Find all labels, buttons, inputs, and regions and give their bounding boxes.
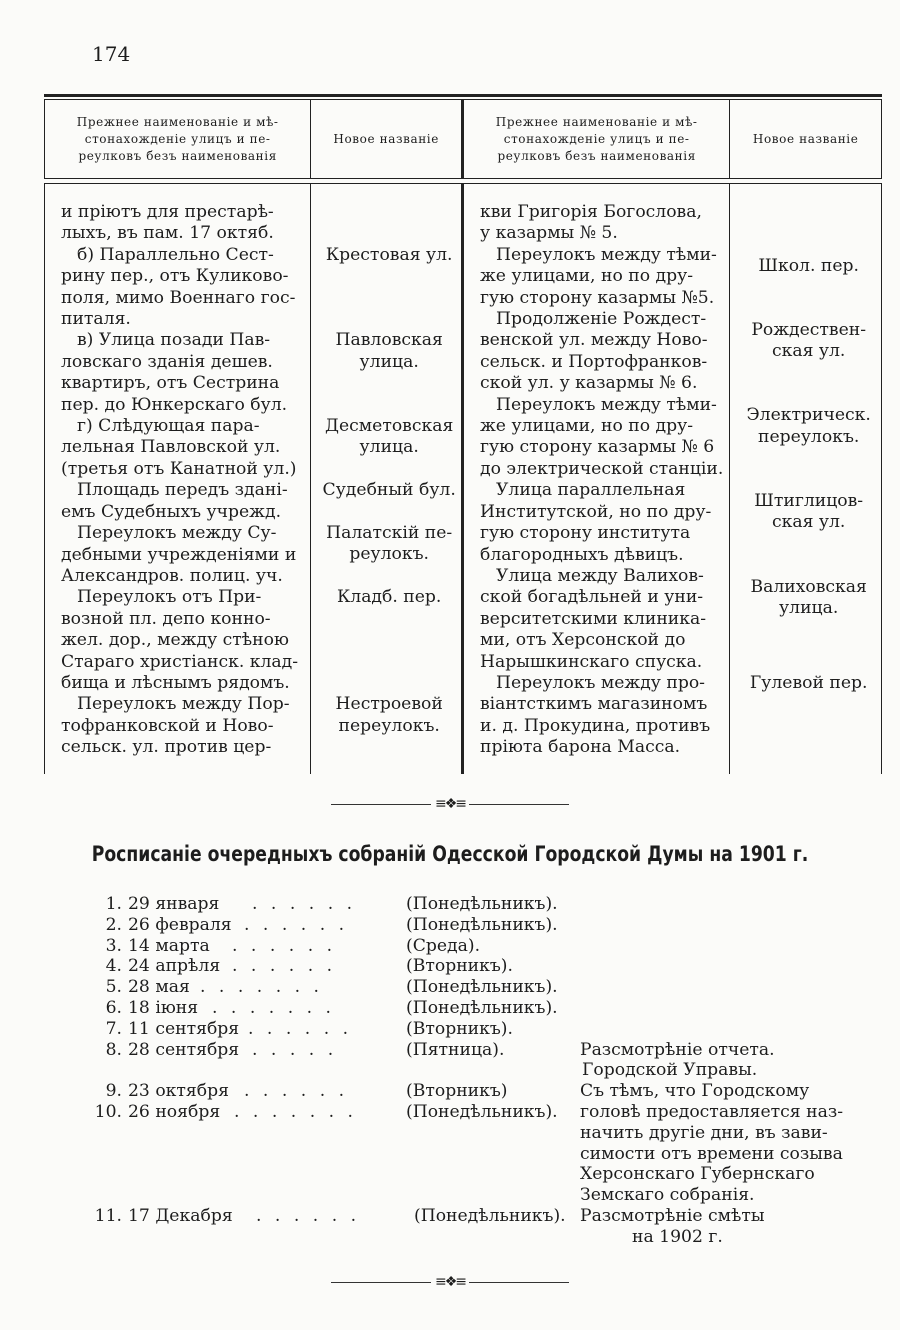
- old-name-line: ми, отъ Херсонской до: [480, 630, 686, 651]
- streets-table: [44, 94, 882, 774]
- table-body: [44, 184, 882, 774]
- meeting-date: 24 апрѣля: [128, 956, 221, 977]
- old-name-line: в) Улица позади Пав-: [77, 330, 271, 351]
- new-name-line: Гулевой пер.: [749, 672, 868, 693]
- old-name-line: Переулокъ между тѣми-: [496, 394, 717, 415]
- meeting-date: 28 мая: [128, 977, 190, 998]
- new-name-line: ская ул.: [771, 512, 846, 533]
- ornament-rule: [331, 804, 431, 805]
- new-name-line: Школ. пер.: [758, 255, 859, 276]
- meeting-weekday: (Вторникъ).: [406, 956, 513, 977]
- new-name-cell: [740, 491, 877, 534]
- old-name-line: Стараго христіанск. клад-: [61, 651, 299, 672]
- leader-dots: . . . . . .: [232, 935, 337, 956]
- old-name-line: лельная Павловской ул.: [61, 437, 281, 458]
- old-name-line: Улица параллельная: [496, 480, 686, 501]
- meeting-weekday: (Понедѣльникъ).: [406, 977, 558, 998]
- table-header: [44, 100, 882, 179]
- old-name-line: Александров. полиц. уч.: [61, 565, 283, 586]
- meeting-note: симости отъ времени созыва: [580, 1143, 843, 1164]
- meeting-weekday: (Пятница).: [406, 1039, 505, 1060]
- leader-dots: . . . . . .: [244, 914, 349, 935]
- old-name-line: жел. дор., между стѣною: [61, 630, 289, 651]
- schedule-title: Росписаніе очередныхъ собраній Одесской Городской Думы на 1901 г.: [91, 842, 809, 866]
- old-name-line: ловскаго зданія дешев.: [61, 351, 273, 372]
- meeting-date: 14 марта: [128, 935, 210, 956]
- new-name-cell: [321, 416, 457, 459]
- meeting-note: на 1902 г.: [632, 1226, 723, 1247]
- column-old-left: [44, 184, 311, 774]
- old-name-line: б) Параллельно Сест-: [77, 244, 274, 265]
- new-name-line: Павловская: [335, 330, 443, 351]
- old-name-line: гую сторону казармы №5.: [480, 287, 715, 308]
- schedule-row: [0, 915, 900, 936]
- schedule-row: [0, 1039, 900, 1081]
- meeting-date: 26 февраля: [128, 914, 232, 935]
- schedule-row: [0, 977, 900, 998]
- header-old-line: реулковъ безъ наименованія: [497, 148, 696, 163]
- new-name-cell: [321, 245, 457, 266]
- new-name-line: ская ул.: [771, 341, 846, 362]
- old-name-line: верситетскими клиника-: [480, 608, 707, 629]
- new-name-line: реулокъ.: [349, 544, 430, 565]
- schedule-row: [0, 1102, 900, 1206]
- old-name-line: Площадь передъ зданi-: [77, 480, 288, 501]
- meeting-number: 6.: [105, 998, 122, 1018]
- ornament-icon: ≡❖≡: [434, 796, 465, 812]
- header-old-line: стонахожденіе улицъ и пе-: [503, 131, 690, 146]
- new-name-cell: [740, 320, 877, 363]
- meeting-weekday: (Вторникъ).: [406, 1018, 513, 1039]
- leader-dots: . . . . . .: [248, 1018, 353, 1039]
- old-name-line: сельск. и Портофранков-: [480, 351, 708, 372]
- schedule-row: [0, 956, 900, 977]
- new-name-line: Кладб. пер.: [336, 587, 442, 608]
- new-name-cell: [740, 256, 877, 277]
- new-name-line: Палатскій пе-: [326, 523, 453, 543]
- table-top-rule: [44, 94, 882, 97]
- old-name-line: Продолженіе Рождест-: [496, 309, 707, 330]
- old-name-line: дебными учрежденіями и: [61, 544, 297, 565]
- new-name-line: Штиглицов-: [754, 490, 864, 511]
- meeting-weekday: (Среда).: [406, 935, 481, 956]
- new-name-line: улица.: [779, 597, 839, 618]
- leader-dots: . . . . . . .: [212, 998, 336, 1018]
- old-name-line: Переулокъ между Су-: [77, 523, 277, 544]
- old-name-line: г) Слѣдующая пара-: [77, 416, 260, 437]
- meeting-number: 7.: [105, 1018, 122, 1039]
- new-name-cell: [740, 673, 877, 694]
- header-old-right: [463, 100, 730, 178]
- meeting-date: 11 сентября: [128, 1018, 240, 1039]
- ornament-divider: [0, 796, 900, 812]
- meeting-note: начить другіе дни, въ зави-: [580, 1122, 828, 1143]
- new-name-line: Крестовая ул.: [325, 244, 453, 265]
- old-name-line: ской ул. у казармы № 6.: [480, 373, 698, 394]
- old-name-line: Переулокъ между тѣми-: [496, 244, 717, 265]
- old-name-line: у казармы № 5.: [480, 223, 618, 244]
- header-old-line: Прежнее наименованіе и мѣ-: [495, 114, 698, 129]
- leader-dots: . . . . . .: [244, 1081, 349, 1102]
- old-name-line: кви Григорія Богослова,: [480, 202, 702, 222]
- old-name-line: поля, мимо Военнаго гос-: [61, 287, 296, 308]
- meeting-weekday: (Понедѣльникъ).: [414, 1206, 566, 1226]
- old-name-line: (третья отъ Канатной ул.): [61, 458, 297, 479]
- ornament-rule: [469, 1282, 569, 1283]
- old-name-line: ской богадѣльней и уни-: [480, 587, 704, 608]
- leader-dots: . . . . . .: [256, 1206, 361, 1226]
- old-name-line: Улица между Валихов-: [496, 565, 704, 586]
- old-name-line: Институтской, но по дру-: [480, 501, 712, 522]
- meeting-number: 5.: [105, 977, 122, 998]
- meeting-weekday: (Понедѣльникъ).: [406, 914, 558, 935]
- new-name-cell: [321, 587, 457, 608]
- leader-dots: . . . . . . .: [234, 1102, 358, 1122]
- new-name-line: Рождествен-: [751, 319, 867, 340]
- meeting-number: 2.: [105, 914, 122, 935]
- old-name-line: Переулокъ между Пор-: [77, 694, 290, 715]
- new-name-line: Электрическ.: [746, 405, 871, 426]
- meeting-weekday: (Вторникъ): [406, 1081, 508, 1102]
- meeting-number: 1.: [105, 894, 122, 914]
- new-name-cell: [740, 577, 877, 620]
- leader-dots: . . . . . .: [232, 956, 337, 977]
- old-name-line: гую сторону казармы № 6: [480, 437, 715, 458]
- schedule-row: [0, 1206, 900, 1247]
- header-old-left: [44, 100, 311, 178]
- schedule-row: [0, 998, 900, 1019]
- meeting-date: 29 января: [128, 894, 220, 914]
- old-name-line: рину пер., отъ Куликово-: [61, 266, 289, 287]
- old-name-line: благородныхъ дѣвицъ.: [480, 544, 684, 565]
- new-name-line: переулокъ.: [338, 715, 440, 736]
- meeting-number: 11.: [94, 1206, 122, 1226]
- leader-dots: . . . . . .: [252, 894, 357, 914]
- meeting-date: 18 іюня: [128, 998, 199, 1018]
- meeting-note: Съ тѣмъ, что Городскому: [580, 1081, 810, 1102]
- schedule-row: [0, 894, 900, 915]
- new-name-cell: [321, 480, 457, 501]
- meeting-date: 26 ноября: [128, 1102, 221, 1122]
- ornament-rule: [331, 1282, 431, 1283]
- leader-dots: . . . . .: [252, 1039, 338, 1060]
- old-name-line: бища и лѣснымъ рядомъ.: [61, 672, 290, 693]
- column-old-right: [463, 184, 730, 774]
- meeting-note: Разсмотрѣніе отчета.: [580, 1039, 775, 1060]
- old-name-line: Переулокъ между про-: [496, 672, 705, 693]
- header-old-line: стонахожденіе улицъ и пе-: [84, 131, 271, 146]
- meeting-note: Городской Управы.: [582, 1060, 758, 1081]
- schedule-row: [0, 1081, 900, 1102]
- old-name-line: гую сторону института: [480, 523, 691, 544]
- ornament-rule: [469, 804, 569, 805]
- old-name-line: Переулокъ отъ При-: [77, 587, 262, 608]
- leader-dots: . . . . . . .: [200, 977, 324, 998]
- column-new-left: [311, 184, 463, 774]
- old-name-line: пріюта барона Масса.: [480, 737, 681, 758]
- new-name-line: Десметовская: [325, 416, 454, 436]
- new-name-line: Валиховская: [750, 576, 867, 597]
- old-name-line: тофранковской и Ново-: [61, 715, 274, 736]
- meeting-number: 10.: [94, 1102, 122, 1122]
- header-old-line: Прежнее наименованіе и мѣ-: [76, 114, 279, 129]
- page-number: 174: [92, 42, 131, 66]
- ornament-divider-bottom: [0, 1274, 900, 1290]
- meeting-date: 17 Декабря: [128, 1206, 233, 1226]
- old-name-line: и. д. Прокудина, противъ: [480, 715, 711, 736]
- meeting-number: 4.: [105, 956, 122, 977]
- schedule-row: [0, 936, 900, 957]
- header-new-right: Новое названіе: [730, 100, 882, 178]
- new-name-cell: [321, 694, 457, 737]
- old-name-line: сельск. ул. против цер-: [61, 737, 272, 758]
- meeting-note: Разсмотрѣніе смѣты: [580, 1206, 765, 1226]
- header-new-left: Новое названіе: [311, 100, 463, 178]
- old-name-line: до электрической станціи.: [480, 458, 724, 479]
- old-name-line: и пріютъ для престарѣ-: [61, 202, 274, 222]
- meeting-note: Херсонскаго Губернскаго: [580, 1164, 815, 1185]
- new-name-cell: [740, 405, 877, 448]
- meeting-weekday: (Понедѣльникъ).: [406, 1102, 558, 1122]
- meeting-weekday: (Понедѣльникъ).: [406, 998, 558, 1018]
- schedule-row: [0, 1019, 900, 1040]
- meeting-note: Земскаго собранія.: [580, 1185, 755, 1206]
- new-name-cell: [321, 523, 457, 566]
- new-name-line: Нестроевой: [335, 694, 443, 715]
- new-name-line: улица.: [359, 437, 419, 458]
- header-old-line: реулковъ безъ наименованія: [78, 148, 277, 163]
- new-name-line: улица.: [359, 351, 419, 372]
- ornament-icon: ≡❖≡: [434, 1274, 465, 1290]
- meeting-number: 3.: [105, 935, 122, 956]
- meeting-date: 28 сентября: [128, 1039, 240, 1060]
- old-name-line: же улицами, но по дру-: [480, 266, 694, 287]
- meeting-note: головѣ предоставляется наз-: [580, 1102, 843, 1122]
- old-name-line: питаля.: [61, 309, 131, 330]
- old-name-line: Нарышкинскаго спуска.: [480, 651, 703, 672]
- old-name-line: емъ Судебныхъ учрежд.: [61, 501, 282, 522]
- column-new-right: [730, 184, 882, 774]
- meeting-date: 23 октября: [128, 1081, 229, 1102]
- meeting-number: 9.: [105, 1081, 122, 1102]
- old-name-line: лыхъ, въ пам. 17 октяб.: [61, 223, 274, 244]
- old-name-line: квартиръ, отъ Сестрина: [61, 373, 280, 394]
- new-name-cell: [321, 330, 457, 373]
- old-name-line: же улицами, но по дру-: [480, 416, 694, 437]
- meeting-weekday: (Понедѣльникъ).: [406, 894, 558, 914]
- new-name-line: Судебный бул.: [322, 480, 456, 501]
- new-name-line: переулокъ.: [758, 426, 860, 447]
- old-name-line: пер. до Юнкерскаго бул.: [61, 394, 288, 415]
- old-name-line: венской ул. между Ново-: [480, 330, 708, 351]
- old-name-line: возной пл. депо конно-: [61, 608, 271, 629]
- meeting-number: 8.: [105, 1039, 122, 1060]
- old-name-line: віантсткимъ магазиномъ: [480, 694, 708, 715]
